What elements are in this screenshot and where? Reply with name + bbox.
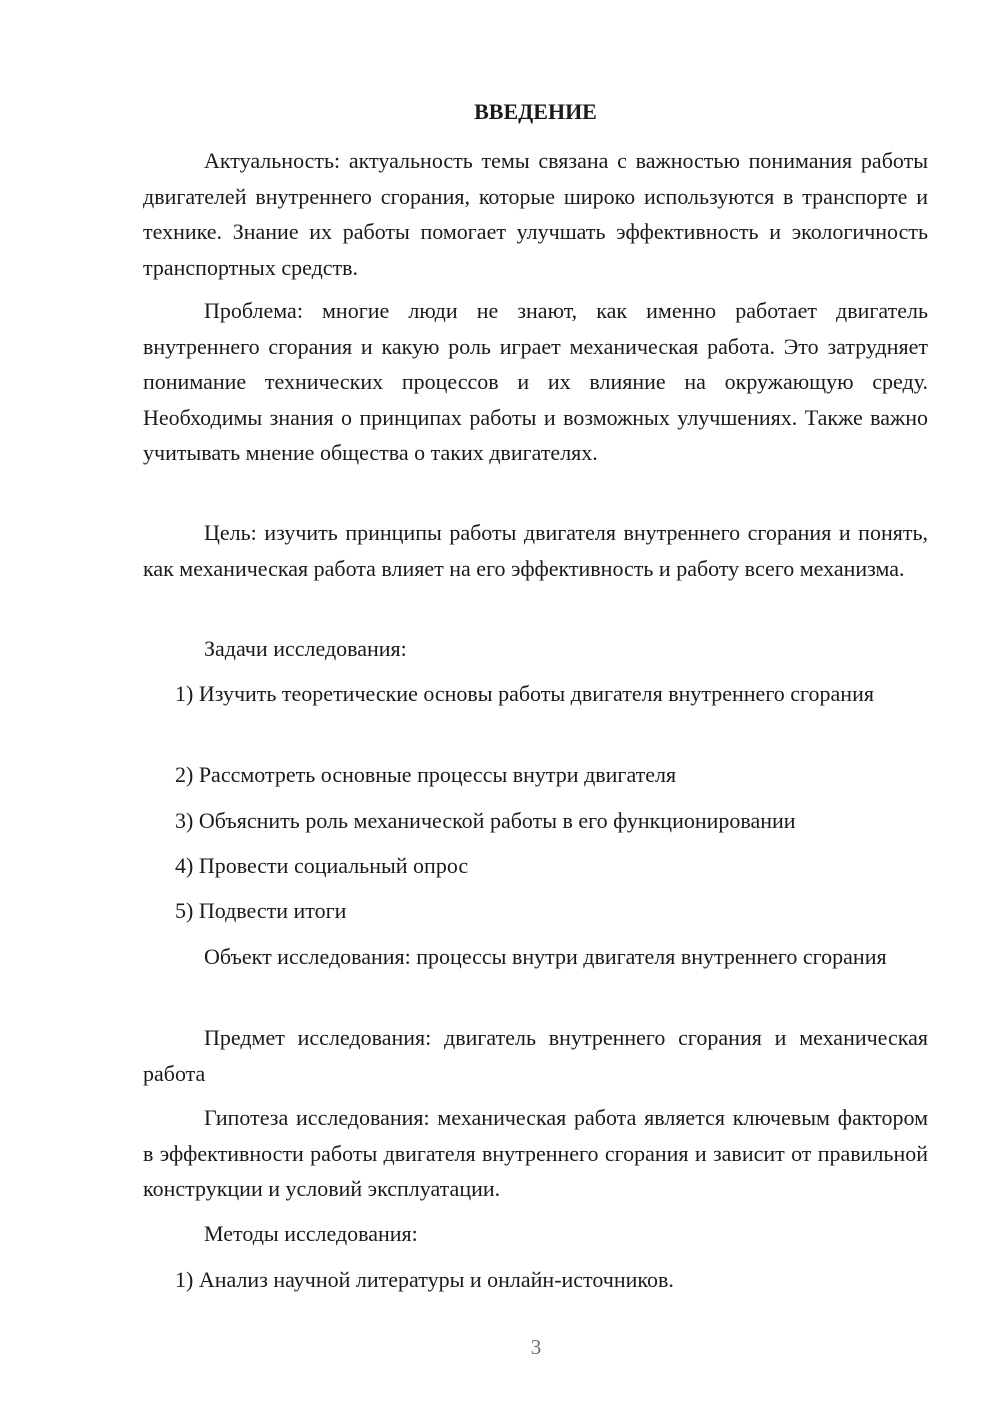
tasks-heading: Задачи исследования: (204, 636, 407, 661)
task-item-4: 4) Провести социальный опрос (175, 853, 469, 878)
hypothesis-paragraph: Гипотеза исследования: механическая работа является ключевым фактором в эффективности работы двигателя внутреннего сгорания и зависит от правильной конструкции и условий эксплуатации. (143, 1105, 928, 1201)
task-item-1: 1) Изучить теоретические основы работы двигателя внутреннего сгорания (175, 681, 874, 706)
method-item-1: 1) Анализ научной литературы и онлайн-источников. (175, 1267, 674, 1292)
subject-paragraph: Предмет исследования: двигатель внутреннего сгорания и механическая работа (143, 1025, 928, 1086)
goal-paragraph: Цель: изучить принципы работы двигателя внутреннего сгорания и понять, как механическая работа влияет на его эффективность и работу всего механизма. (143, 520, 928, 581)
methods-heading: Методы исследования: (204, 1221, 418, 1246)
task-item-2: 2) Рассмотреть основные процессы внутри двигателя (175, 762, 677, 787)
page-number: 3 (530, 1335, 542, 1359)
object-paragraph: Объект исследования: процессы внутри двигателя внутреннего сгорания (204, 944, 887, 969)
section-title: ВВЕДЕНИЕ (474, 99, 597, 124)
relevance-paragraph: Актуальность: актуальность темы связана с важностью понимания работы двигателей внутреннего сгорания, которые широко используются в транспорте и технике. Знание их работы помогает улучшать эффективность и экологичность транспортных средств. (143, 148, 928, 280)
problem-paragraph: Проблема: многие люди не знают, как именно работает двигатель внутреннего сгорания и какую роль играет механическая работа. Это затрудняет понимание технических процессов и их влияние на окружающую среду. Необходимы знания о принципах работы и возможных улучшениях. Также важно учитывать мнение общества о таких двигателях. (143, 298, 928, 465)
task-item-3: 3) Объяснить роль механической работы в его функционировании (175, 808, 796, 833)
task-item-5: 5) Подвести итоги (175, 898, 347, 923)
